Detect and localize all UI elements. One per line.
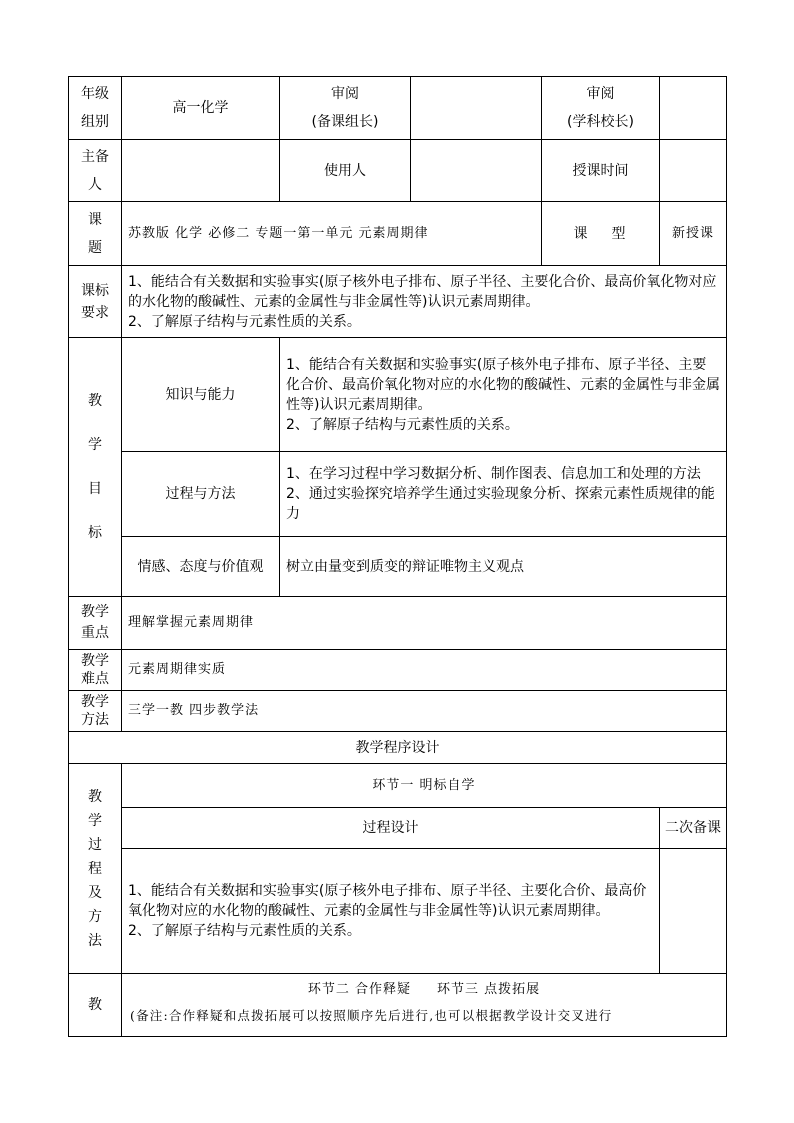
stage1-title: 环节一 明标自学 xyxy=(122,764,727,808)
procedure-title-row xyxy=(69,732,727,764)
process-line: 1、能结合有关数据和实验事实(原子核外电子排布、原子半径、主要化合价、最高价氧化物对应的水化物的酸碱性、元素的金属性与非金属性等)认识元素周期律。 xyxy=(128,883,647,919)
user-label: 使用人 xyxy=(280,140,411,202)
stage3-title: 环节三 点拨拓展 xyxy=(437,982,541,997)
process-label: 教 学 过 程 及 方 法 xyxy=(69,764,122,974)
objective-line: 1、在学习过程中学习数据分析、制作图表、信息加工和处理的方法 xyxy=(286,466,701,482)
key-point-row xyxy=(69,597,727,650)
objective-line: 2、了解原子结构与元素性质的关系。 xyxy=(286,416,519,433)
user-value[interactable] xyxy=(411,140,542,202)
objective-process-label: 过程与方法 xyxy=(122,452,280,537)
second-prep-content[interactable] xyxy=(660,849,727,974)
objective-knowledge-label: 知识与能力 xyxy=(122,338,280,452)
lesson-time-value[interactable] xyxy=(660,140,727,202)
objective-line: 2、通过实验探究培养学生通过实验现象分析、探索元素性质规律的能力 xyxy=(286,486,715,522)
second-prep-header: 二次备课 xyxy=(660,808,727,849)
difficulty-value: 元素周期律实质 xyxy=(122,650,727,691)
objective-row-attitude xyxy=(69,537,727,597)
header-row-2 xyxy=(69,140,727,202)
process-header-row xyxy=(69,808,727,849)
stage2-3-title xyxy=(122,974,726,1000)
standard-content xyxy=(122,266,727,338)
process-design-header: 过程设计 xyxy=(122,808,660,849)
next-section-content xyxy=(122,974,727,1037)
standard-row xyxy=(69,266,727,338)
process-content-row xyxy=(69,849,727,974)
process-design-content xyxy=(122,849,660,974)
next-section-row xyxy=(69,974,727,1037)
lesson-type-value: 新授课 xyxy=(660,202,727,266)
standard-label: 课标 要求 xyxy=(69,266,122,338)
preparer-value[interactable] xyxy=(122,140,280,202)
grade-group-value: 高一化学 xyxy=(122,77,280,140)
objective-attitude-label: 情感、态度与价值观 xyxy=(122,537,280,597)
objective-knowledge-content xyxy=(280,338,727,452)
review-group-leader-label: 审阅 (备课组长) xyxy=(280,77,411,140)
objective-attitude-content: 树立由量变到质变的辩证唯物主义观点 xyxy=(280,537,727,597)
review-principal-label: 审阅 (学科校长) xyxy=(542,77,660,140)
next-section-label: 教 xyxy=(69,974,122,1037)
grade-group-label: 年级 组别 xyxy=(69,77,122,140)
lesson-type-label: 课 型 xyxy=(542,202,660,266)
review-group-leader-value[interactable] xyxy=(411,77,542,140)
objective-row-process xyxy=(69,452,727,537)
standard-line: 1、能结合有关数据和实验事实(原子核外电子排布、原子半径、主要化合价、最高价氧化物对应的水化物的酸碱性、元素的金属性与非金属性等)认识元素周期律。 xyxy=(128,273,717,310)
objectives-label: 教 学 目 标 xyxy=(69,338,122,597)
lesson-plan-table xyxy=(68,76,727,1037)
review-principal-value[interactable] xyxy=(660,77,727,140)
stage-note: (备注:合作释疑和点拨拓展可以按照顺序先后进行,也可以根据教学设计交叉进行 xyxy=(130,1008,613,1023)
topic-value: 苏教版 化学 必修二 专题一第一单元 元素周期律 xyxy=(122,202,542,266)
objective-row-knowledge xyxy=(69,338,727,452)
difficulty-label: 教学 难点 xyxy=(69,650,122,691)
topic-row xyxy=(69,202,727,266)
preparer-label: 主备 人 xyxy=(69,140,122,202)
objective-line: 1、能结合有关数据和实验事实(原子核外电子排布、原子半径、主要化合价、最高价氧化物对应的水化物的酸碱性、元素的金属性与非金属性等)认识元素周期律。 xyxy=(286,356,720,413)
stage2-title: 环节二 合作释疑 xyxy=(307,982,411,997)
key-point-value: 理解掌握元素周期律 xyxy=(122,597,727,650)
method-row xyxy=(69,691,727,732)
procedure-title: 教学程序设计 xyxy=(69,732,727,764)
method-value: 三学一教 四步教学法 xyxy=(122,691,727,732)
lesson-plan-page xyxy=(68,76,726,1037)
process-line: 2、了解原子结构与元素性质的关系。 xyxy=(128,923,361,939)
standard-line: 2、了解原子结构与元素性质的关系。 xyxy=(128,313,361,330)
process-stage1-row xyxy=(69,764,727,808)
method-label: 教学 方法 xyxy=(69,691,122,732)
header-row-1 xyxy=(69,77,727,140)
topic-label: 课 题 xyxy=(69,202,122,266)
lesson-time-label: 授课时间 xyxy=(542,140,660,202)
objective-process-content xyxy=(280,452,727,537)
difficulty-row xyxy=(69,650,727,691)
key-point-label: 教学 重点 xyxy=(69,597,122,650)
